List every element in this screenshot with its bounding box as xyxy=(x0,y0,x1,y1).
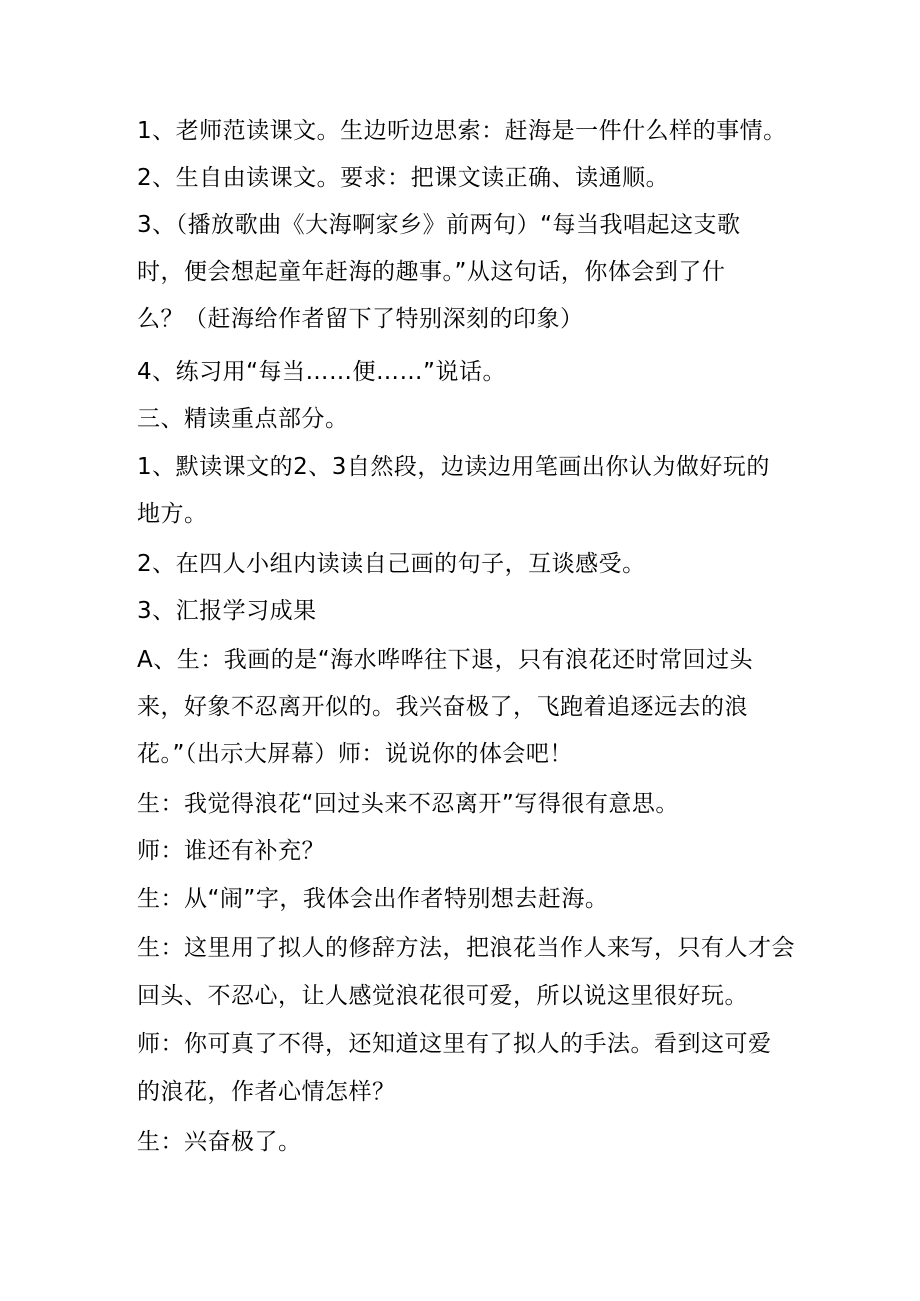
text-line: A、生：我画的是“海水哗哗往下退，只有浪花还时常回过头 xyxy=(137,647,754,673)
text-line: 3、（播放歌曲《大海啊家乡》前两句）“每当我唱起这支歌 xyxy=(137,212,741,238)
text-line: 生：我觉得浪花“回过头来不忍离开”写得很有意思。 xyxy=(137,791,679,817)
text-line: 1、老师范读课文。生边听边思索：赶海是一件什么样的事情。 xyxy=(137,118,787,144)
text-line: 么？（赶海给作者留下了特别深刻的印象） xyxy=(137,306,584,332)
text-line: 生：从“闹”字，我体会出作者特别想去赶海。 xyxy=(137,886,609,912)
text-line: 的浪花，作者心情怎样？ xyxy=(137,1079,396,1105)
text-line: 生：兴奋极了。 xyxy=(137,1129,302,1155)
text-line: 3、汇报学习成果 xyxy=(137,598,317,624)
section-heading: 三、精读重点部分。 xyxy=(137,406,349,432)
text-line: 来，好象不忍离开似的。我兴奋极了，飞跑着追逐远去的浪 xyxy=(137,694,748,720)
text-line: 师：你可真了不得，还知道这里有了拟人的手法。看到这可爱 xyxy=(137,1031,772,1057)
text-line: 2、生自由读课文。要求：把课文读正确、读通顺。 xyxy=(137,165,670,191)
text-line: 4、练习用“每当……便……”说话。 xyxy=(137,359,506,385)
text-line: 时，便会想起童年赶海的趣事。”从这句话，你体会到了什 xyxy=(137,259,726,285)
text-line: 回头、不忍心，让人感觉浪花很可爱，所以说这里很好玩。 xyxy=(137,983,748,1009)
text-line: 1、默读课文的2、3自然段，边读边用笔画出你认为做好玩的 xyxy=(137,454,770,480)
text-line: 生：这里用了拟人的修辞方法，把浪花当作人来写，只有人才会 xyxy=(137,935,795,961)
text-line: 地方。 xyxy=(137,501,208,527)
text-line: 2、在四人小组内读读自己画的句子，互谈感受。 xyxy=(137,551,646,577)
text-line: 师：谁还有补充？ xyxy=(137,838,325,864)
text-line: 花。”（出示大屏幕）师：说说你的体会吧！ xyxy=(137,741,573,767)
